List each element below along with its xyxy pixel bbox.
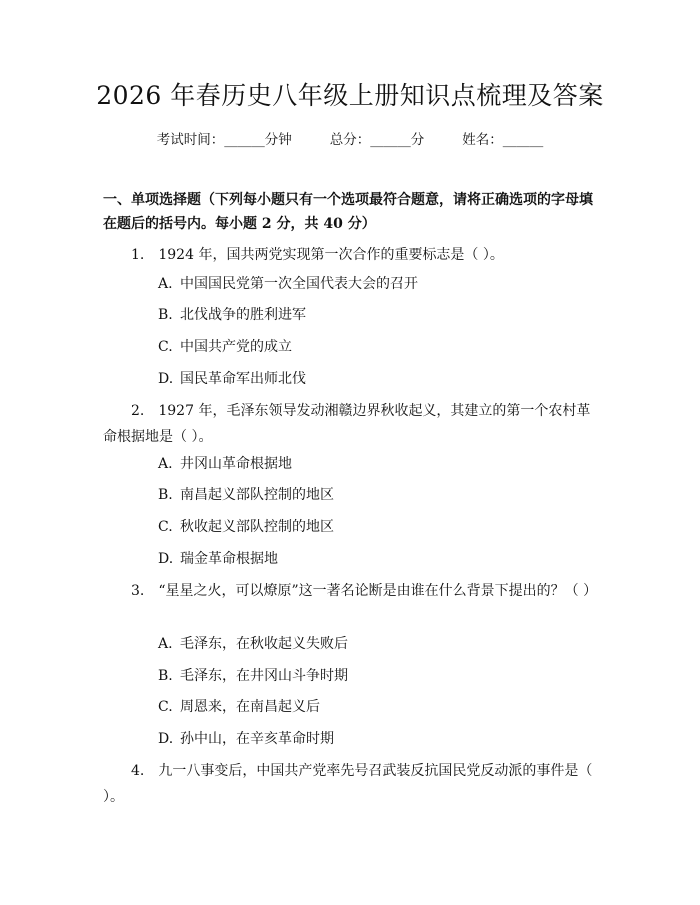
question-1-option-d — [158, 369, 598, 389]
question-number: 1. — [131, 247, 145, 263]
question-2-option-b — [158, 485, 598, 505]
exam-time-field: 考试时间：______分钟 — [156, 132, 292, 148]
question-text: 1924 年，国共两党实现第一次合作的重要标志是（ ）。 — [158, 247, 504, 263]
option-text: 毛泽东，在井冈山斗争时期 — [180, 668, 348, 684]
page-title: 2026 年春历史八年级上册知识点梳理及答案 — [96, 81, 604, 110]
option-letter: B. — [158, 487, 173, 503]
option-text: 秋收起义部队控制的地区 — [180, 519, 334, 535]
question-number: 2. — [131, 403, 145, 419]
option-text: 中国国民党第一次全国代表大会的召开 — [180, 276, 418, 292]
option-letter: C. — [158, 519, 173, 535]
option-letter: D. — [158, 551, 174, 567]
option-text: 孙中山，在辛亥革命时期 — [180, 731, 334, 747]
section-heading: 一、单项选择题（下列每小题只有一个选项最符合题意，请将正确选项的字母填在题后的括号内。每小题 2 分，共 40 分） — [103, 192, 593, 232]
total-score-field: 总分：______分 — [329, 132, 425, 148]
question-3-option-d — [158, 729, 598, 749]
option-letter: C. — [158, 699, 173, 715]
student-name-field: 姓名：______ — [462, 132, 544, 148]
option-letter: B. — [158, 668, 173, 684]
question-2 — [103, 398, 601, 450]
option-text: 北伐战争的胜利进军 — [180, 307, 306, 323]
option-text: 井冈山革命根据地 — [180, 456, 292, 472]
question-number: 4. — [131, 763, 145, 779]
question-text: 1927 年，毛泽东领导发动湘赣边界秋收起义，其建立的第一个农村革命根据地是（ ）。 — [103, 403, 591, 445]
option-text: 周恩来，在南昌起义后 — [180, 699, 320, 715]
question-text: “星星之火，可以燎原”这一著名论断是由谁在什么背景下提出的？（ ） — [158, 583, 598, 599]
question-2-option-a — [158, 454, 598, 474]
option-letter: B. — [158, 307, 173, 323]
question-2-option-c — [158, 517, 598, 537]
question-4 — [103, 758, 601, 810]
question-1-option-c — [158, 337, 598, 357]
question-2-option-d — [158, 549, 598, 569]
question-text: 九一八事变后，中国共产党率先号召武装反抗国民党反动派的事件是（ ）。 — [103, 763, 593, 805]
option-letter: A. — [158, 636, 173, 652]
option-letter: D. — [158, 731, 174, 747]
question-1-option-b — [158, 305, 598, 325]
question-1-option-a — [158, 274, 598, 294]
question-3-option-a — [158, 634, 598, 654]
question-1 — [103, 242, 601, 268]
option-text: 瑞金革命根据地 — [180, 551, 278, 567]
option-letter: C. — [158, 339, 173, 355]
question-3-option-c — [158, 697, 598, 717]
option-text: 南昌起义部队控制的地区 — [180, 487, 334, 503]
question-number: 3. — [131, 583, 145, 599]
option-text: 国民革命军出师北伐 — [180, 371, 306, 387]
option-letter: A. — [158, 456, 173, 472]
option-letter: A. — [158, 276, 173, 292]
question-3 — [103, 578, 601, 604]
option-letter: D. — [158, 371, 174, 387]
exam-meta — [0, 130, 700, 150]
option-text: 中国共产党的成立 — [180, 339, 292, 355]
question-3-option-b — [158, 666, 598, 686]
option-text: 毛泽东，在秋收起义失败后 — [180, 636, 348, 652]
